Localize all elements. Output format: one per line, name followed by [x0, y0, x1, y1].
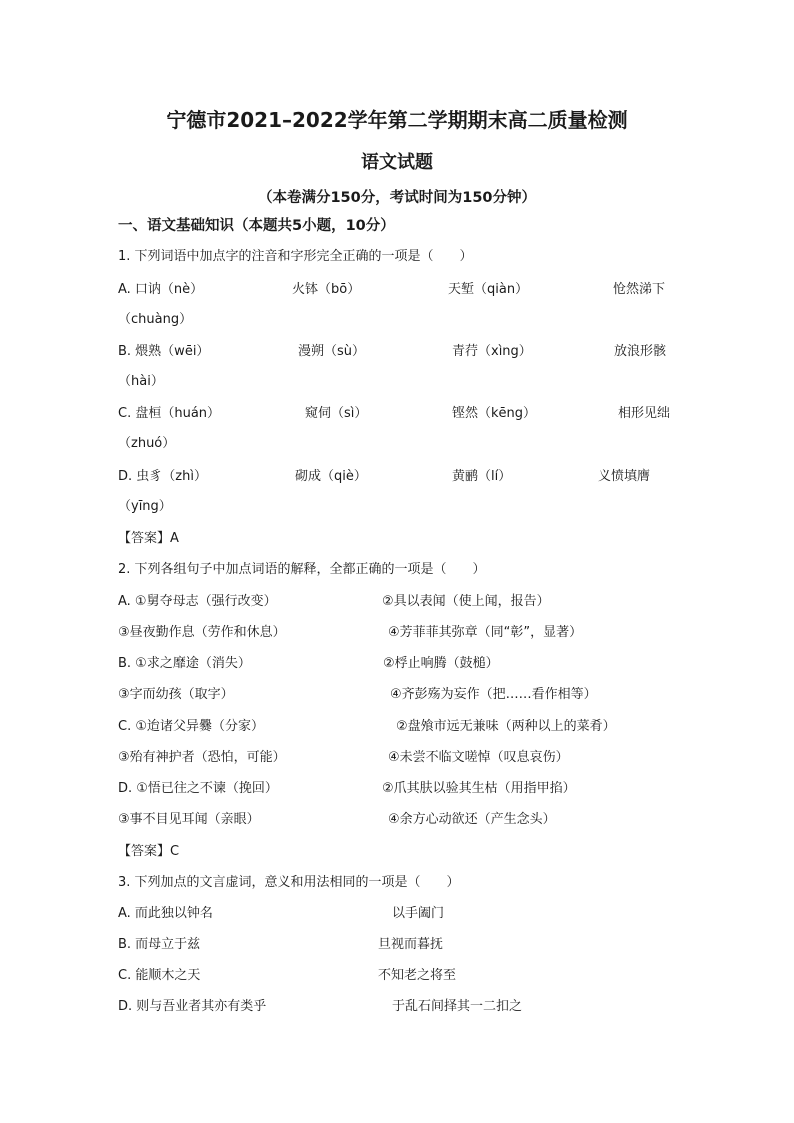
q3-option-b-right: 旦视而暮抚: [378, 937, 444, 952]
q1-option-a-2: 火钵（bō）: [292, 282, 361, 297]
q1-option-c-2: 窥伺（sì）: [305, 406, 368, 421]
q1-option-c-4-pinyin: （zhuó）: [118, 436, 176, 451]
q3-option-d-left: D. 则与吾业者其亦有类乎: [118, 999, 267, 1014]
q1-option-c-3: 铿然（kēng）: [452, 406, 537, 421]
q2-row-1-left: A. ①舅夺母志（强行改变）: [118, 594, 277, 609]
exam-title: 宁德市2021–2022学年第二学期期末高二质量检测: [166, 108, 628, 132]
q2-row-3-left: B. ①求之靡途（消失）: [118, 656, 251, 671]
q2-row-4-left: ③字而幼孩（取字）: [118, 687, 234, 702]
q1-option-b-1: B. 煨熟（wēi）: [118, 344, 210, 359]
q1-option-d-4-pinyin: （yīng）: [118, 499, 172, 514]
q1-option-a-3: 天堑（qiàn）: [448, 282, 529, 297]
question-1-stem: 1. 下列词语中加点字的注音和字形完全正确的一项是（ ）: [118, 249, 473, 264]
q3-option-c-left: C. 能顺木之天: [118, 968, 201, 983]
q2-row-7-right: ②爪其肤以验其生枯（用指甲掐）: [382, 781, 576, 796]
q2-row-3-right: ②桴止响腾（鼓槌）: [383, 656, 499, 671]
q2-row-5-right: ②盘飧市远无兼味（两种以上的菜肴）: [396, 719, 616, 734]
q1-option-b-3: 青荇（xìng）: [452, 344, 532, 359]
q1-answer: 【答案】A: [118, 531, 179, 546]
q1-option-a-4: 怆然涕下: [613, 282, 666, 297]
q1-option-a-1: A. 口讷（nè）: [118, 282, 204, 297]
q1-option-b-2: 漫朔（sù）: [298, 344, 366, 359]
q2-row-6-left: ③殆有神护者（恐怕，可能）: [118, 750, 286, 765]
q2-row-2-right: ④芳菲菲其弥章（同“彰”，显著）: [388, 625, 583, 640]
q1-option-d-3: 黄鹂（lí）: [452, 469, 512, 484]
q1-option-d-1: D. 虫豸（zhì）: [118, 469, 207, 484]
exam-note: （本卷满分150分，考试时间为150分钟）: [257, 190, 537, 206]
q2-row-5-left: C. ①迨诸父异爨（分家）: [118, 719, 264, 734]
exam-subject: 语文试题: [361, 152, 433, 173]
q3-option-a-right: 以手阖门: [392, 906, 445, 921]
q2-row-8-left: ③事不目见耳闻（亲眼）: [118, 812, 260, 827]
q1-option-d-2: 砌成（qiè）: [295, 469, 367, 484]
question-3-stem: 3. 下列加点的文言虚词，意义和用法相同的一项是（ ）: [118, 875, 460, 890]
q3-option-c-right: 不知老之将至: [378, 968, 457, 983]
q1-option-d-4: 义愤填膺: [598, 469, 651, 484]
question-2-stem: 2. 下列各组句子中加点词语的解释，全都正确的一项是（ ）: [118, 562, 486, 577]
q2-row-6-right: ④未尝不临文嗟悼（叹息哀伤）: [388, 750, 569, 765]
q2-row-4-right: ④齐彭殇为妄作（把……看作相等）: [390, 687, 597, 702]
q2-row-7-left: D. ①悟已往之不谏（挽回）: [118, 781, 278, 796]
q3-option-d-right: 于乱石间择其一二扣之: [392, 999, 523, 1014]
section-heading-1: 一、语文基础知识（本题共5小题，10分）: [118, 218, 395, 234]
q2-row-8-right: ④余方心动欲还（产生念头）: [388, 812, 556, 827]
q1-option-b-4: 放浪形骸: [614, 344, 667, 359]
q3-option-b-left: B. 而母立于兹: [118, 937, 201, 952]
q2-row-2-left: ③昼夜勤作息（劳作和休息）: [118, 625, 286, 640]
q2-row-1-right: ②具以表闻（使上闻，报告）: [382, 594, 550, 609]
q1-option-c-1: C. 盘桓（huán）: [118, 406, 221, 421]
q1-option-b-4-pinyin: （hài）: [118, 374, 164, 389]
q3-option-a-left: A. 而此独以钟名: [118, 906, 213, 921]
q2-answer: 【答案】C: [118, 844, 180, 859]
q1-option-c-4: 相形见绌: [618, 406, 671, 421]
q1-option-a-4-pinyin: （chuàng）: [118, 312, 193, 327]
